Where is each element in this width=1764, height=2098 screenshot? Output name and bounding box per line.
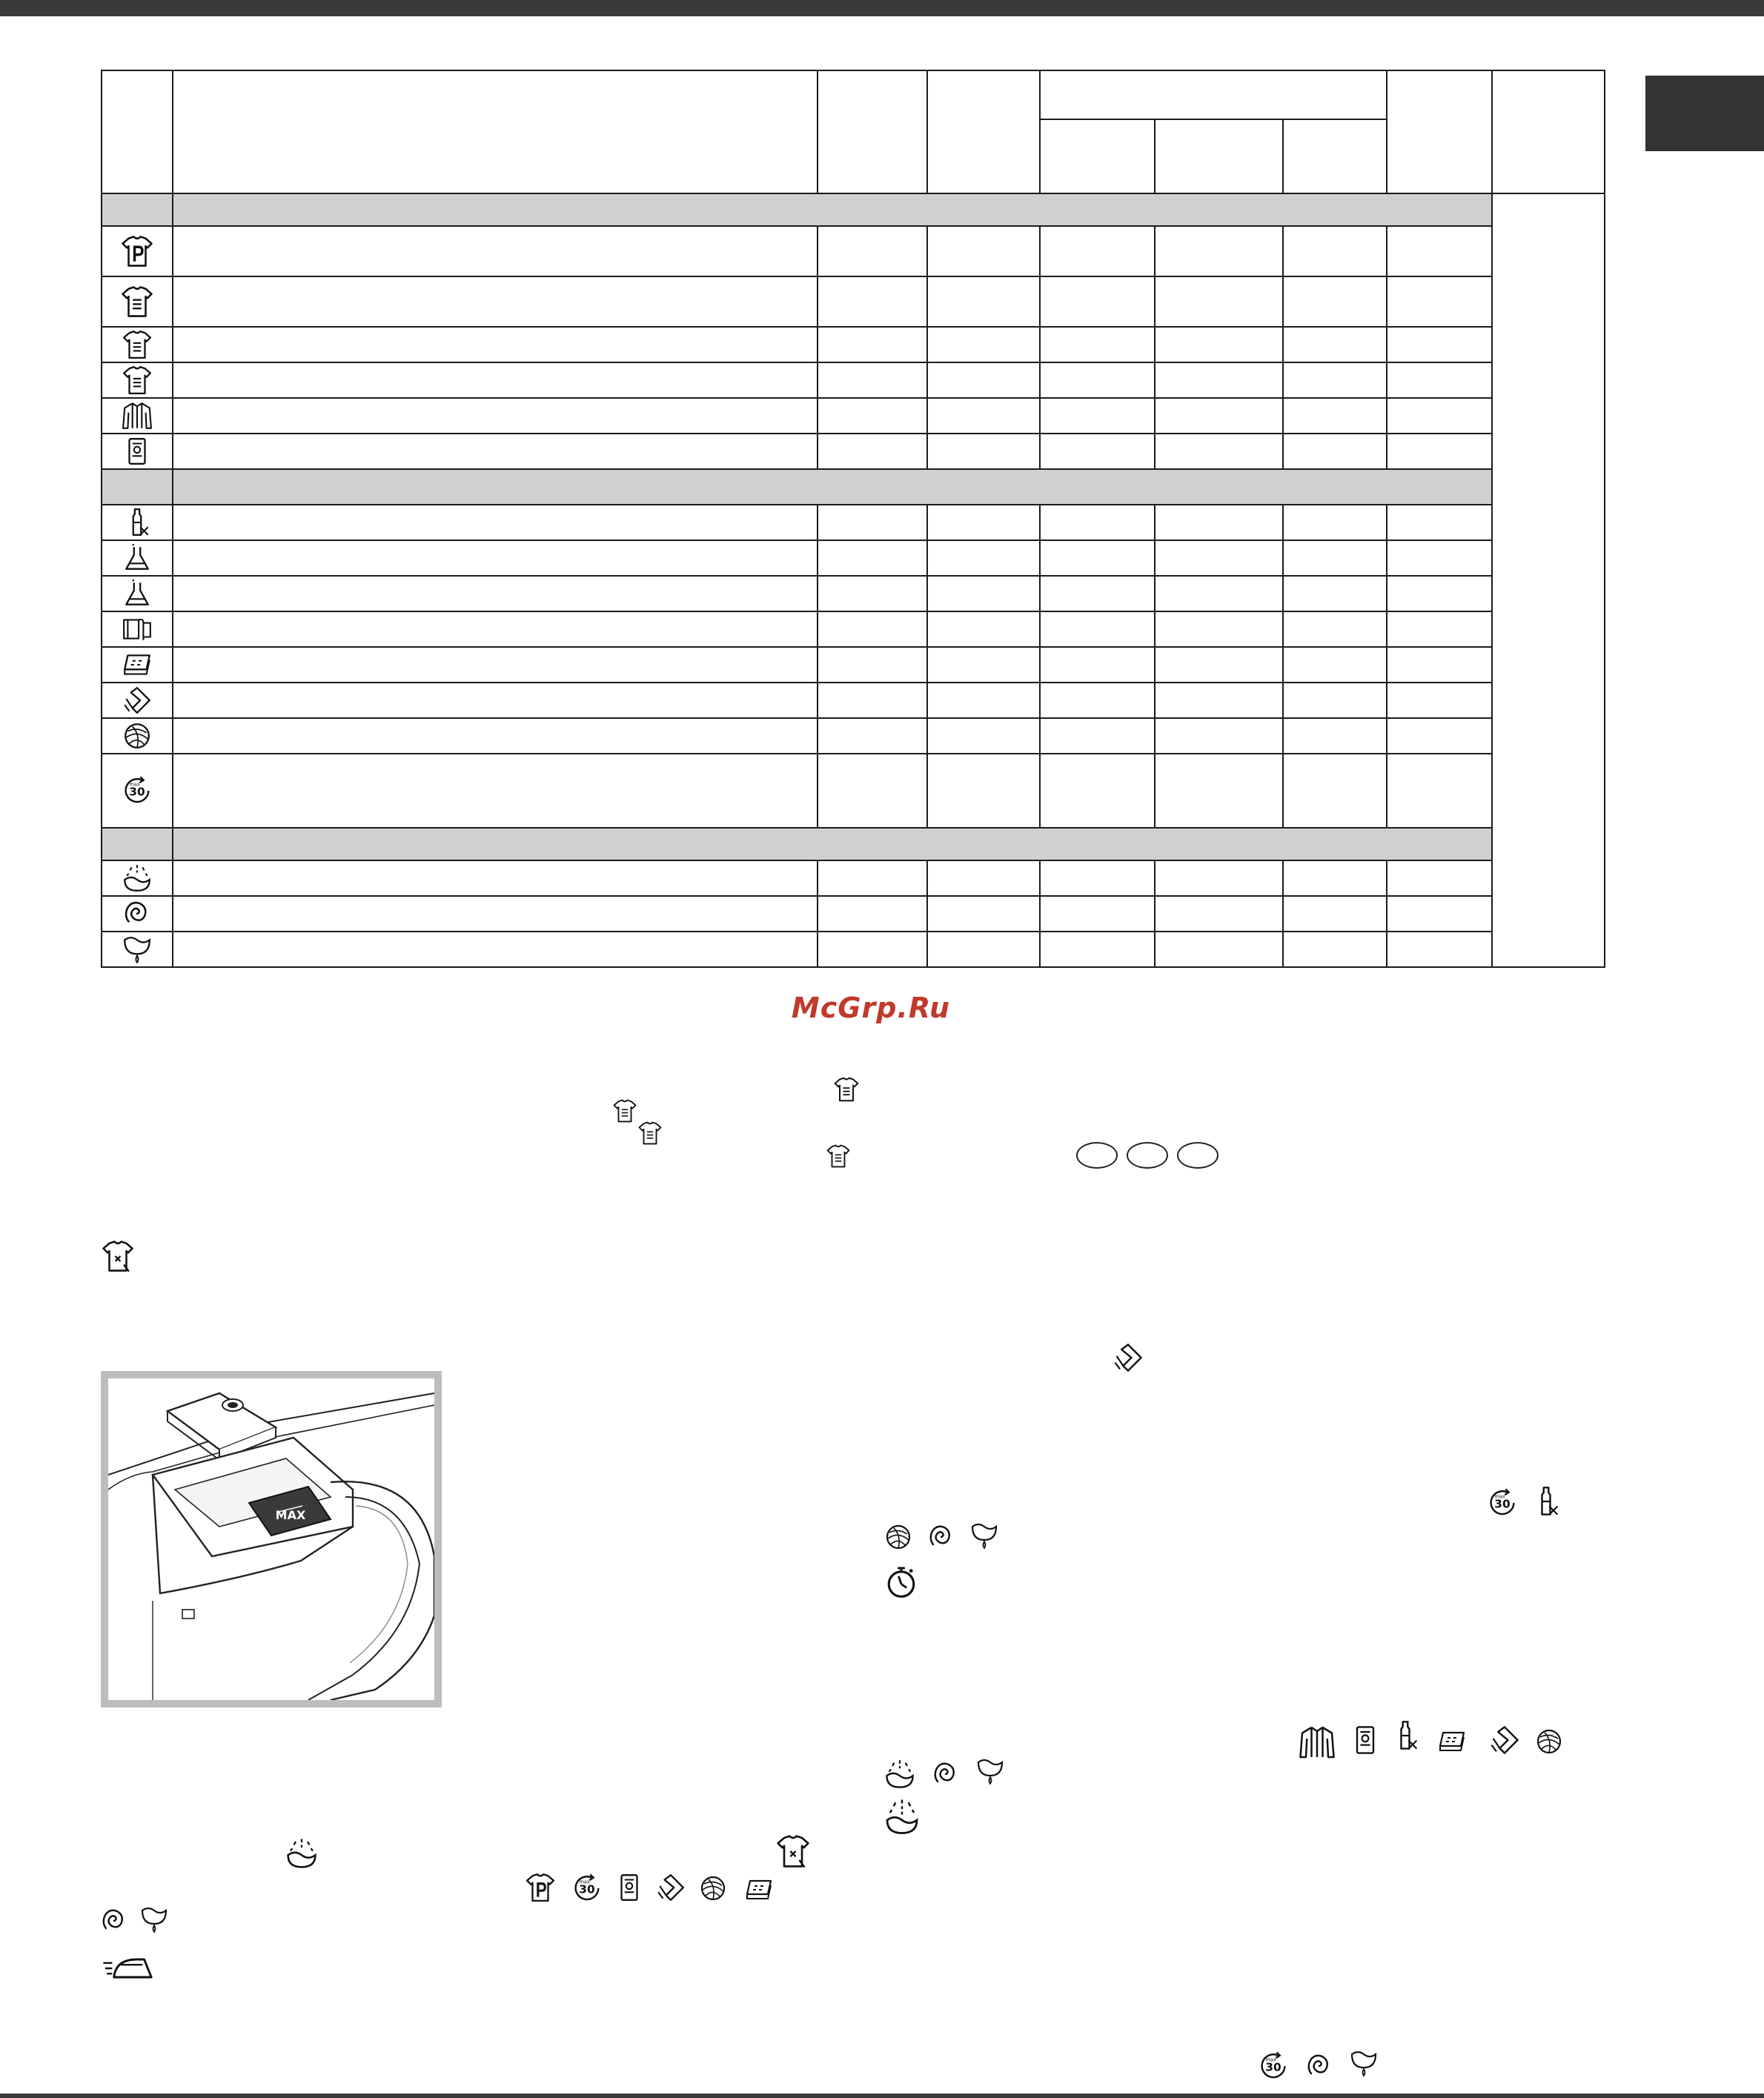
table-cell: [1283, 434, 1387, 469]
table-cell: [1283, 540, 1387, 576]
table-cell: [1283, 718, 1387, 754]
table-cell: [1155, 434, 1283, 469]
section-header-cell: [173, 193, 1492, 226]
table-cell: [1283, 226, 1387, 276]
spin-icon: [1304, 2051, 1334, 2081]
mixed-icon: [1349, 1724, 1382, 1756]
table-cell: [173, 576, 818, 611]
mixed-icon: [614, 1872, 645, 1903]
delicates-icon: [655, 1872, 686, 1903]
mixed-icon: [122, 436, 153, 467]
shirts-icon: [1299, 1724, 1336, 1761]
table-cell: [173, 647, 818, 683]
wool-icon: [1534, 1727, 1564, 1756]
table-row: [102, 683, 1605, 718]
table-cell: [173, 362, 818, 398]
table-cell: [1155, 276, 1283, 327]
section-header-row: [102, 193, 1605, 226]
table-cell: [1155, 398, 1283, 434]
table-cell: [1283, 754, 1387, 828]
table-cell: [1283, 398, 1387, 434]
table-cell: [173, 226, 818, 276]
table-row-icon-cell: [102, 505, 173, 540]
table-cell: [927, 860, 1040, 896]
table-cell: [1387, 505, 1492, 540]
delicates-icon: [1112, 1341, 1144, 1374]
table-row-icon-cell: [102, 540, 173, 576]
baby-bottle-icon: [122, 507, 153, 538]
table-cell: [927, 434, 1040, 469]
programme-table: [101, 70, 1605, 968]
table-cell: [818, 398, 927, 434]
wool-icon: [883, 1522, 913, 1552]
table-cell: [1283, 276, 1387, 327]
cotton-shirt-icon: [122, 329, 153, 360]
bottom-bar: [0, 2094, 1764, 2098]
table-cell: [1283, 896, 1387, 932]
table-cell: [927, 362, 1040, 398]
table-row-icon-cell: [102, 932, 173, 967]
table-cell: [818, 860, 927, 896]
table-cell: [173, 276, 818, 327]
table-cell: [1040, 860, 1155, 896]
table-cell: [1155, 896, 1283, 932]
table-cell: [1155, 505, 1283, 540]
table-cell: [1040, 932, 1155, 967]
table-cell: [1155, 362, 1283, 398]
table-cell: [1155, 540, 1283, 576]
table-cell: [1040, 576, 1155, 611]
table-row: [102, 611, 1605, 647]
table-cell: [927, 226, 1040, 276]
table-row: [102, 540, 1605, 576]
table-cell: [1040, 276, 1155, 327]
rinse-icon: [122, 863, 153, 894]
table-cell: [1387, 226, 1492, 276]
table-cell: [818, 754, 927, 828]
shirts-icon: [122, 400, 153, 431]
table-row: [102, 327, 1605, 362]
table-cell: [1155, 327, 1283, 362]
table-cell: [818, 932, 927, 967]
table-row-icon-cell: [102, 718, 173, 754]
table-cell: [927, 932, 1040, 967]
indicator-lights: [1076, 1142, 1227, 1172]
baby-bottle-icon: [1530, 1485, 1562, 1518]
table-row-icon-cell: [102, 398, 173, 434]
max30-icon: [121, 774, 153, 807]
table-cell: [1387, 647, 1492, 683]
table-row-icon-cell: [102, 611, 173, 647]
table-row-icon-cell: [102, 576, 173, 611]
table-cell: [1283, 932, 1387, 967]
duvet-icon: [740, 1875, 778, 1905]
table-cell: [818, 327, 927, 362]
table-cell: [173, 398, 818, 434]
table-cell: [927, 683, 1040, 718]
table-cell: [1040, 398, 1155, 434]
table-cell: [818, 505, 927, 540]
table-cell: [1387, 540, 1492, 576]
table-cell: [927, 276, 1040, 327]
table-row: [102, 932, 1605, 967]
table-row-icon-cell: [102, 362, 173, 398]
table-cell: [818, 434, 927, 469]
indicator-light: [1076, 1142, 1118, 1169]
table-cell: [173, 754, 818, 828]
header-subcell: [1040, 119, 1155, 193]
table-cell: [1387, 860, 1492, 896]
table-cell: [927, 576, 1040, 611]
table-row: [102, 647, 1605, 683]
table-cell: [818, 896, 927, 932]
drain-icon: [122, 934, 153, 965]
table-cell: [1283, 505, 1387, 540]
flask-icon: [122, 542, 153, 574]
table-cell: [1387, 434, 1492, 469]
stain-shirt-icon: [775, 1833, 811, 1869]
table-cell: [1387, 276, 1492, 327]
delicates-icon: [1488, 1724, 1521, 1756]
header-cell: [1387, 70, 1492, 193]
table-row-icon-cell: [102, 683, 173, 718]
table-cell: [818, 718, 927, 754]
table-cell: [173, 505, 818, 540]
table-cell: [1387, 683, 1492, 718]
table-cell: [1155, 576, 1283, 611]
drain-icon: [139, 1905, 169, 1934]
table-cell: [1155, 647, 1283, 683]
table-cell: [927, 327, 1040, 362]
table-cell: [173, 860, 818, 896]
table-cell: [1155, 226, 1283, 276]
table-cell: [927, 505, 1040, 540]
delay-timer-icon: [883, 1564, 919, 1599]
table-row: [102, 505, 1605, 540]
table-cell: [1387, 932, 1492, 967]
header-row: [102, 70, 1605, 119]
watermark-text: McGrp.Ru: [791, 992, 951, 1024]
table-cell: [1155, 754, 1283, 828]
table-cell: [173, 932, 818, 967]
table-row-icon-cell: [102, 434, 173, 469]
table-row-icon-cell: [102, 276, 173, 327]
table-cell: [818, 647, 927, 683]
header-cell: [927, 70, 1040, 193]
cotton-shirt-icon: [637, 1121, 663, 1146]
table-cell: [818, 611, 927, 647]
table-cell: [1387, 576, 1492, 611]
dispenser-drawing: [108, 1378, 434, 1700]
table-row-icon-cell: [102, 226, 173, 276]
header-cell: [818, 70, 927, 193]
table-row: [102, 718, 1605, 754]
table-cell: [173, 540, 818, 576]
duvet-icon: [122, 649, 153, 680]
table-cell: [1040, 327, 1155, 362]
spin-icon: [122, 898, 153, 929]
table-cell: [1040, 718, 1155, 754]
table-cell: [173, 683, 818, 718]
spin-icon: [99, 1906, 129, 1936]
table-row: [102, 754, 1605, 828]
dispenser-illustration: [101, 1371, 442, 1707]
table-row-icon-cell: [102, 860, 173, 896]
table-cell: [1040, 540, 1155, 576]
indicator-light: [1177, 1142, 1218, 1169]
table-row: [102, 226, 1605, 276]
table-cell: [173, 327, 818, 362]
table-row: [102, 434, 1605, 469]
table-cell: [1040, 611, 1155, 647]
table-cell: [927, 647, 1040, 683]
table-cell: [927, 611, 1040, 647]
table-cell: [1283, 683, 1387, 718]
table-cell: [1040, 754, 1155, 828]
header-subcell: [1155, 119, 1283, 193]
table-cell: [1387, 718, 1492, 754]
table-row-icon-cell: [102, 647, 173, 683]
cotton-p-shirt-icon: [525, 1872, 556, 1903]
section-header-row: [102, 828, 1605, 860]
max30-icon: [1257, 2050, 1290, 2082]
cotton-shirt-icon: [120, 285, 154, 319]
spin-icon: [926, 1522, 956, 1552]
table-cell: [1040, 683, 1155, 718]
rinse-icon: [883, 1758, 916, 1790]
table-cell: [818, 683, 927, 718]
cotton-p-shirt-icon: [120, 234, 154, 268]
table-cell: [1387, 398, 1492, 434]
drain-icon: [975, 1756, 1005, 1786]
max30-icon: [571, 1872, 603, 1905]
cotton-shirt-icon: [826, 1143, 851, 1169]
drain-icon: [969, 1521, 999, 1550]
drain-icon: [1349, 2048, 1379, 2078]
notes-column-cell: [1492, 193, 1605, 967]
table-cell: [1155, 718, 1283, 754]
table-cell: [1155, 932, 1283, 967]
table-cell: [1283, 611, 1387, 647]
intensive-rinse-icon: [883, 1798, 921, 1835]
table-cell: [173, 434, 818, 469]
header-cell-programme: [173, 70, 818, 193]
table-row: [102, 362, 1605, 398]
table-row: [102, 860, 1605, 896]
table-cell: [818, 276, 927, 327]
table-cell: [173, 611, 818, 647]
table-row: [102, 896, 1605, 932]
wool-icon: [122, 720, 153, 751]
chapter-tab: [1645, 76, 1764, 151]
table-cell: [1387, 327, 1492, 362]
cotton-shirt-icon: [122, 365, 153, 396]
table-cell: [1387, 611, 1492, 647]
table-cell: [1387, 362, 1492, 398]
table-cell: [1283, 860, 1387, 896]
table-cell: [818, 226, 927, 276]
table-row: [102, 398, 1605, 434]
table-cell: [1387, 896, 1492, 932]
table-cell: [927, 754, 1040, 828]
table-cell: [1155, 611, 1283, 647]
header-cell-last: [1492, 70, 1605, 193]
table-cell: [1387, 754, 1492, 828]
duvet-icon: [1433, 1727, 1470, 1756]
header-cell-icon: [102, 70, 173, 193]
table-cell: [927, 398, 1040, 434]
table-cell: [1155, 860, 1283, 896]
section-header-row: [102, 469, 1605, 505]
table-cell: [173, 718, 818, 754]
table-cell: [1283, 327, 1387, 362]
max-label: MAX: [275, 1508, 306, 1522]
table-cell: [1040, 505, 1155, 540]
max30-icon: [1486, 1487, 1519, 1519]
table-cell: [927, 540, 1040, 576]
iron-icon: [99, 1951, 157, 1986]
table-row-icon-cell: [102, 754, 173, 828]
section-header-cell: [102, 469, 173, 505]
table-cell: [927, 718, 1040, 754]
rinse-icon: [285, 1836, 319, 1870]
cotton-shirt-icon: [833, 1076, 860, 1103]
indicator-light: [1127, 1142, 1168, 1169]
table-cell: [1155, 683, 1283, 718]
delicates-icon: [122, 685, 153, 716]
table-cell: [1283, 647, 1387, 683]
stain-shirt-icon: [101, 1239, 135, 1273]
table-cell: [1040, 362, 1155, 398]
flask-icon: [122, 578, 153, 609]
table-row-icon-cell: [102, 896, 173, 932]
table-cell: [1283, 362, 1387, 398]
table-row-icon-cell: [102, 327, 173, 362]
header-cell-group: [1040, 70, 1387, 119]
table-cell: [818, 362, 927, 398]
table-cell: [818, 576, 927, 611]
table-cell: [1040, 434, 1155, 469]
table-cell: [818, 540, 927, 576]
cotton-shirt-icon: [612, 1098, 637, 1123]
towels-icon: [122, 614, 153, 645]
table-row: [102, 276, 1605, 327]
table-cell: [1040, 226, 1155, 276]
header-subcell: [1283, 119, 1387, 193]
section-header-cell: [102, 193, 173, 226]
wool-icon: [698, 1873, 728, 1903]
table-cell: [1283, 576, 1387, 611]
baby-bottle-icon: [1389, 1719, 1422, 1752]
table-cell: [173, 896, 818, 932]
table-cell: [1040, 896, 1155, 932]
section-header-cell: [102, 828, 173, 860]
section-header-cell: [173, 469, 1492, 505]
top-bar: [0, 0, 1764, 16]
spin-icon: [931, 1759, 961, 1789]
table-cell: [927, 896, 1040, 932]
table-row: [102, 576, 1605, 611]
table-cell: [1040, 647, 1155, 683]
section-header-cell: [173, 828, 1492, 860]
